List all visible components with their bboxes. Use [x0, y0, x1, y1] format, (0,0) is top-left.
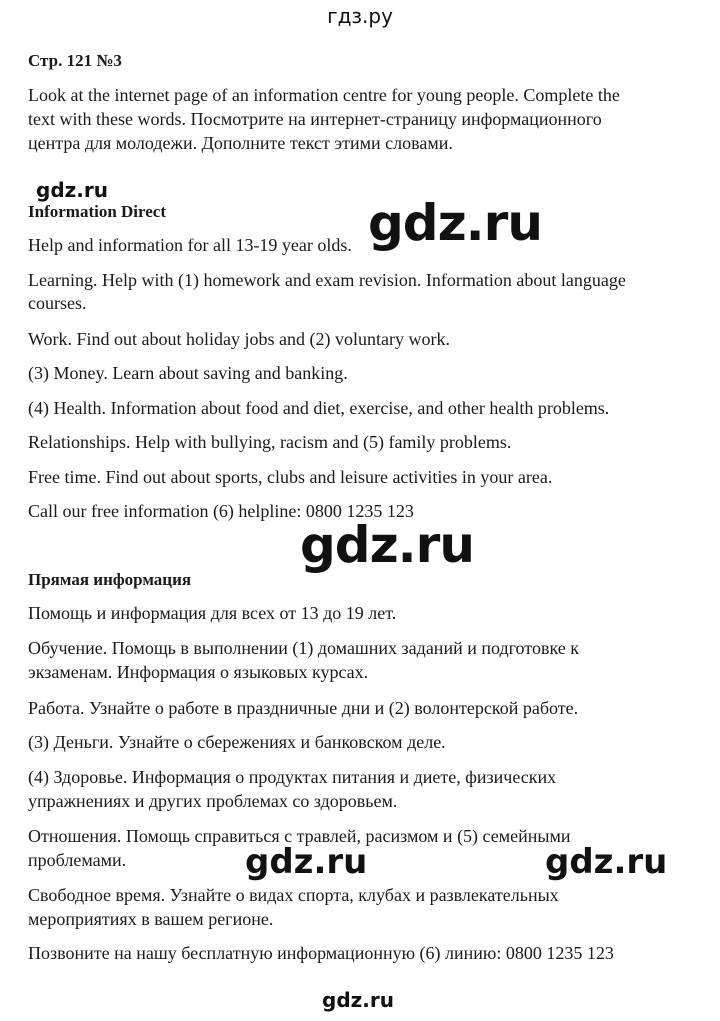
english-paragraph-5: (4) Health. Information about food and diet, exercise, and other health problems. [28, 398, 610, 418]
watermark-gdz-6: gdz.ru [322, 988, 394, 1012]
watermark-gdz-3: gdz.ru [300, 516, 474, 574]
english-paragraph-8: Call our free information (6) helpline: 0800 1235 123 [28, 501, 414, 521]
task-line-3: центра для молодежи. Дополните текст этими словами. [28, 133, 453, 153]
russian-paragraph-5-line-1: (4) Здоровье. Информация о продуктах питания и диете, физических [28, 767, 557, 787]
russian-paragraph-2-line-1: Обучение. Помощь в выполнении (1) домашних заданий и подготовке к [28, 638, 579, 658]
watermark-gdz-5: gdz.ru [545, 842, 668, 882]
russian-paragraph-7-line-1: Свободное время. Узнайте о видах спорта, клубах и развлекательных [28, 885, 559, 905]
russian-paragraph-4: (3) Деньги. Узнайте о сбережениях и банковском деле. [28, 732, 446, 752]
russian-paragraph-1: Помощь и информация для всех от 13 до 19 лет. [28, 603, 397, 623]
english-paragraph-1: Help and information for all 13-19 year olds. [28, 235, 352, 255]
task-line-1: Look at the internet page of an information centre for young people. Complete the [28, 85, 620, 105]
page-reference: Стр. 121 №3 [28, 51, 122, 70]
english-paragraph-2-line-1: Learning. Help with (1) homework and exam revision. Information about language [28, 270, 626, 290]
russian-title: Прямая информация [28, 570, 192, 589]
watermark-gdz-2: gdz.ru [368, 194, 542, 252]
english-paragraph-2-line-2: courses. [28, 293, 87, 313]
russian-paragraph-7-line-2: мероприятиях в вашем регионе. [28, 909, 274, 929]
russian-paragraph-8: Позвоните на нашу бесплатную информационную (6) линию: 0800 1235 123 [28, 943, 614, 963]
english-title: Information Direct [28, 202, 167, 221]
task-line-2: text with these words. Посмотрите на интернет-страницу информационного [28, 109, 602, 129]
russian-paragraph-5-line-2: упражнениях и других проблемах со здоровьем. [28, 791, 398, 811]
english-paragraph-7: Free time. Find out about sports, clubs and leisure activities in your area. [28, 467, 553, 487]
russian-paragraph-6-line-2: проблемами. [28, 850, 127, 870]
english-paragraph-6: Relationships. Help with bullying, racism and (5) family problems. [28, 432, 512, 452]
site-watermark-top[interactable]: гдз.ру [327, 4, 393, 28]
russian-paragraph-6-line-1: Отношения. Помощь справиться с травлей, расизмом и (5) семейными [28, 826, 571, 846]
watermark-gdz-4: gdz.ru [245, 842, 368, 882]
russian-paragraph-2-line-2: экзаменам. Информация о языковых курсах. [28, 662, 369, 682]
english-paragraph-4: (3) Money. Learn about saving and banking. [28, 363, 348, 383]
english-paragraph-3: Work. Find out about holiday jobs and (2) voluntary work. [28, 329, 450, 349]
russian-paragraph-3: Работа. Узнайте о работе в праздничные дни и (2) волонтерской работе. [28, 698, 579, 718]
watermark-gdz-1: gdz.ru [36, 178, 108, 202]
